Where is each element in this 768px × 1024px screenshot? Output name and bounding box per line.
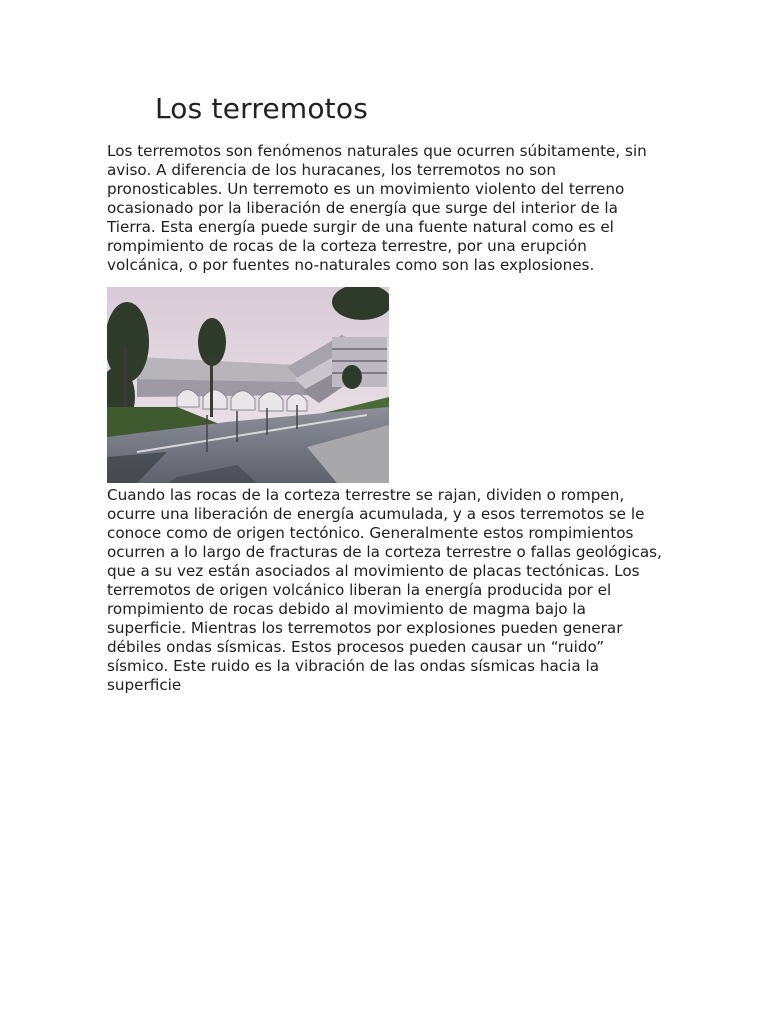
earthquake-damage-photo	[107, 287, 389, 483]
paragraph-intro: Los terremotos son fenómenos naturales que ocurren súbitamente, sin aviso. A diferencia de los huracanes, los terremotos no son pronosticables. Un terremoto es un movimiento violento del terreno ocasionado por la liberación de energía que surge del interior de la Tierra. Esta energía puede surgir de una fuente natural como es el rompimiento de rocas de la corteza terrestre, por una erupción volcánica, o por fuentes no-naturales como son las explosiones.	[107, 142, 647, 274]
paragraph-tectonic: Cuando las rocas de la corteza terrestre se rajan, dividen o rompen, ocurre una liberación de energía acumulada, y a esos terremotos se le conoce como de origen tectónico. Generalmente estos rompimientos ocurren a lo largo de fracturas de la corteza terrestre o fallas geológicas, que a su vez están asociados al movimiento de placas tectónicas. Los terremotos de origen volcánico liberan la energía producida por el rompimiento de rocas debido al movimiento de magma bajo la superficie. Mientras los terremotos por explosiones pueden generar débiles ondas sísmicas. Estos procesos pueden causar un “ruido” sísmico. Este ruido es la vibración de las ondas sísmicas hacia la superficie	[107, 486, 662, 694]
page-title: Los terremotos	[155, 92, 368, 125]
